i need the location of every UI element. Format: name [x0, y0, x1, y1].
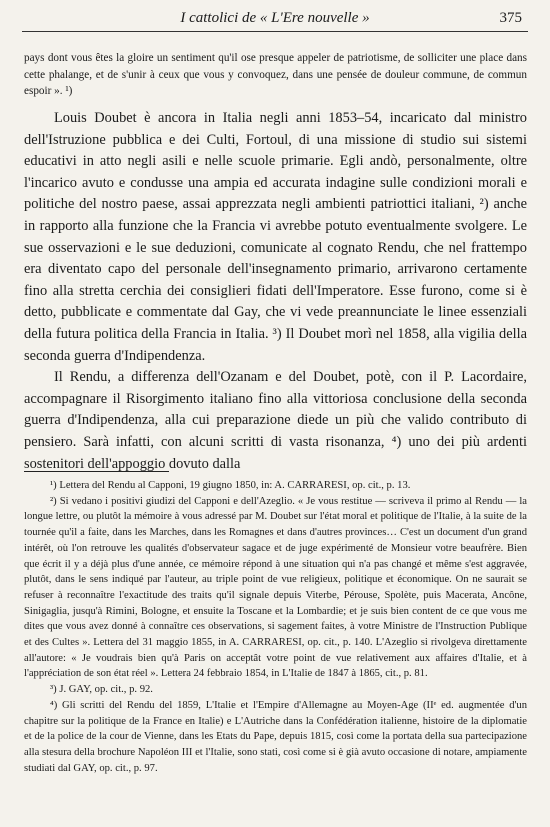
paragraph-2: Il Rendu, a differenza dell'Ozanam e del Doubet, potè, con il P. Lacordaire, accompagnare il Risorgimento italiano fino alla vittoriosa conclusione della seconda guerra d'Indipendenza, alla cui preparazione diede un più che valido contributo di pensiero. Sarà infatti, con alcuni scritti di vasta risonanza, ⁴) uno dei più ardenti sostenitori dell'appoggio dovuto dalla [24, 369, 527, 472]
quote-block [24, 50, 527, 100]
running-title: I cattolici de « L'Ere nouvelle » [180, 10, 370, 26]
body-text [24, 108, 527, 475]
footnote-3: ³) J. GAY, op. cit., p. 92. [50, 684, 153, 696]
footnote-4: ⁴) Gli scritti del Rendu del 1859, L'Italie et l'Empire d'Allemagne au Moyen-Age (IIᵉ ed. augmentée d'un chapitre sur la politique de la France en Italie) e L'Autriche dans la Confédération italienne, histoire de la diplomatie et de la police de la cour de Vienne, dans les Etats du Pape, depuis 1815, così come la portata della sua partecipazione alla stesura della brochure Napoléon III et l'Italie, sono stati, così come si è già avuto occasione di notare, ampiamente studiati dal GAY, op. cit., p. 97. [24, 699, 527, 774]
page-number: 375 [499, 10, 522, 26]
header-rule [22, 31, 528, 32]
footnote-rule [24, 471, 169, 472]
quote-tail: pays dont vous êtes la gloire un sentiment qu'il ose presque appeler de patriotisme, de solliciter une place dans cette phalange, et de s'unir à ceux que vous y convoquez, dans une pensée de douleur commune, de commun espoir ». ¹) [24, 52, 527, 98]
page-header [22, 8, 528, 32]
footnote-2: ²) Si vedano i positivi giudizi del Capponi e dell'Azeglio. « Je vous restitue — scriveva il primo al Rendu — la longue lettre, ou plutôt la mémoire à vous adressé par M. Doubet sur l'état moral et politique de l'Italie, à la suite de la tournée qu'il a faite, dans les Marches, dans les Romagnes et dans d'autres provinces… C'est un document d'un grand intérêt, où l'on retrouve les qualités d'observateur sagace et de juge expérimenté de Monsieur votre beaufrère. Bien que écrit il y a déjà plus d'une année, ce mémoire répond à une situation qui n'a pas changé et même s'est aggravée, plutôt, dans le sens indiqué par l'auteur, au triple point de vue religieux, politique et économique. On ne saurait se refuser à reconnaître l'exactitude des traits qu'il signale depuis Viterbe, Pérouse, Spolète, puis Macerata, Ancône, Sinigaglia, jusqu'à Rimini, Bologne, et ensuite la Toscane et la Lombardie; et je suis bien content de ce que vous me dites que vous avez donné à connaître ces observations, si sagement faites, à votre Ministre de l'Instruction Publique et des Cultes ». Lettera del 31 maggio 1855, in A. CARRARESI, op. cit., p. 140. L'Azeglio si rivolgeva direttamente all'autore: « Je voudrais bien qu'à Paris on acceptât votre point de vue relativement aux affaires d'Italie, et à l'appréciation de son état réel ». Lettera 24 febbraio 1854, in L'Italie de 1847 à 1865, cit., p. 81. [24, 495, 527, 680]
footnotes [24, 478, 527, 776]
paragraph-1: Louis Doubet è ancora in Italia negli anni 1853–54, incaricato dal ministro dell'Istruzione pubblica e dei Culti, Fortoul, di una missione di studio sui sistemi educativi in atto negli asili e nelle scuole primarie. Egli andò, personalmente, oltre l'incarico avuto e condusse una ampia ed accurata indagine sulle condizioni morali e politiche del nostro paese, assai apprezzata negli ambienti patriottici italiani, ²) anche in rapporto alla funzione che la Francia vi avrebbe potuto eventualmente svolgere. Le sue osservazioni e le sue deduzioni, comunicate al cognato Rendu, che nel frattempo era diventato capo del personale dell'insegnamento primario, arrivarono certamente fino alla stretta cerchia dei consiglieri fidati dell'Imperatore. Esse furono, come si è detto, pubblicate e commentate dal Gay, che vi vede preannunciate le linee essenziali della futura politica della Francia in Italia. ³) Il Doubet morì nel 1858, alla vigilia della seconda guerra d'Indipendenza. [24, 110, 527, 364]
footnote-1: ¹) Lettera del Rendu al Capponi, 19 giugno 1850, in: A. CARRARESI, op. cit., p. 13. [50, 480, 411, 491]
